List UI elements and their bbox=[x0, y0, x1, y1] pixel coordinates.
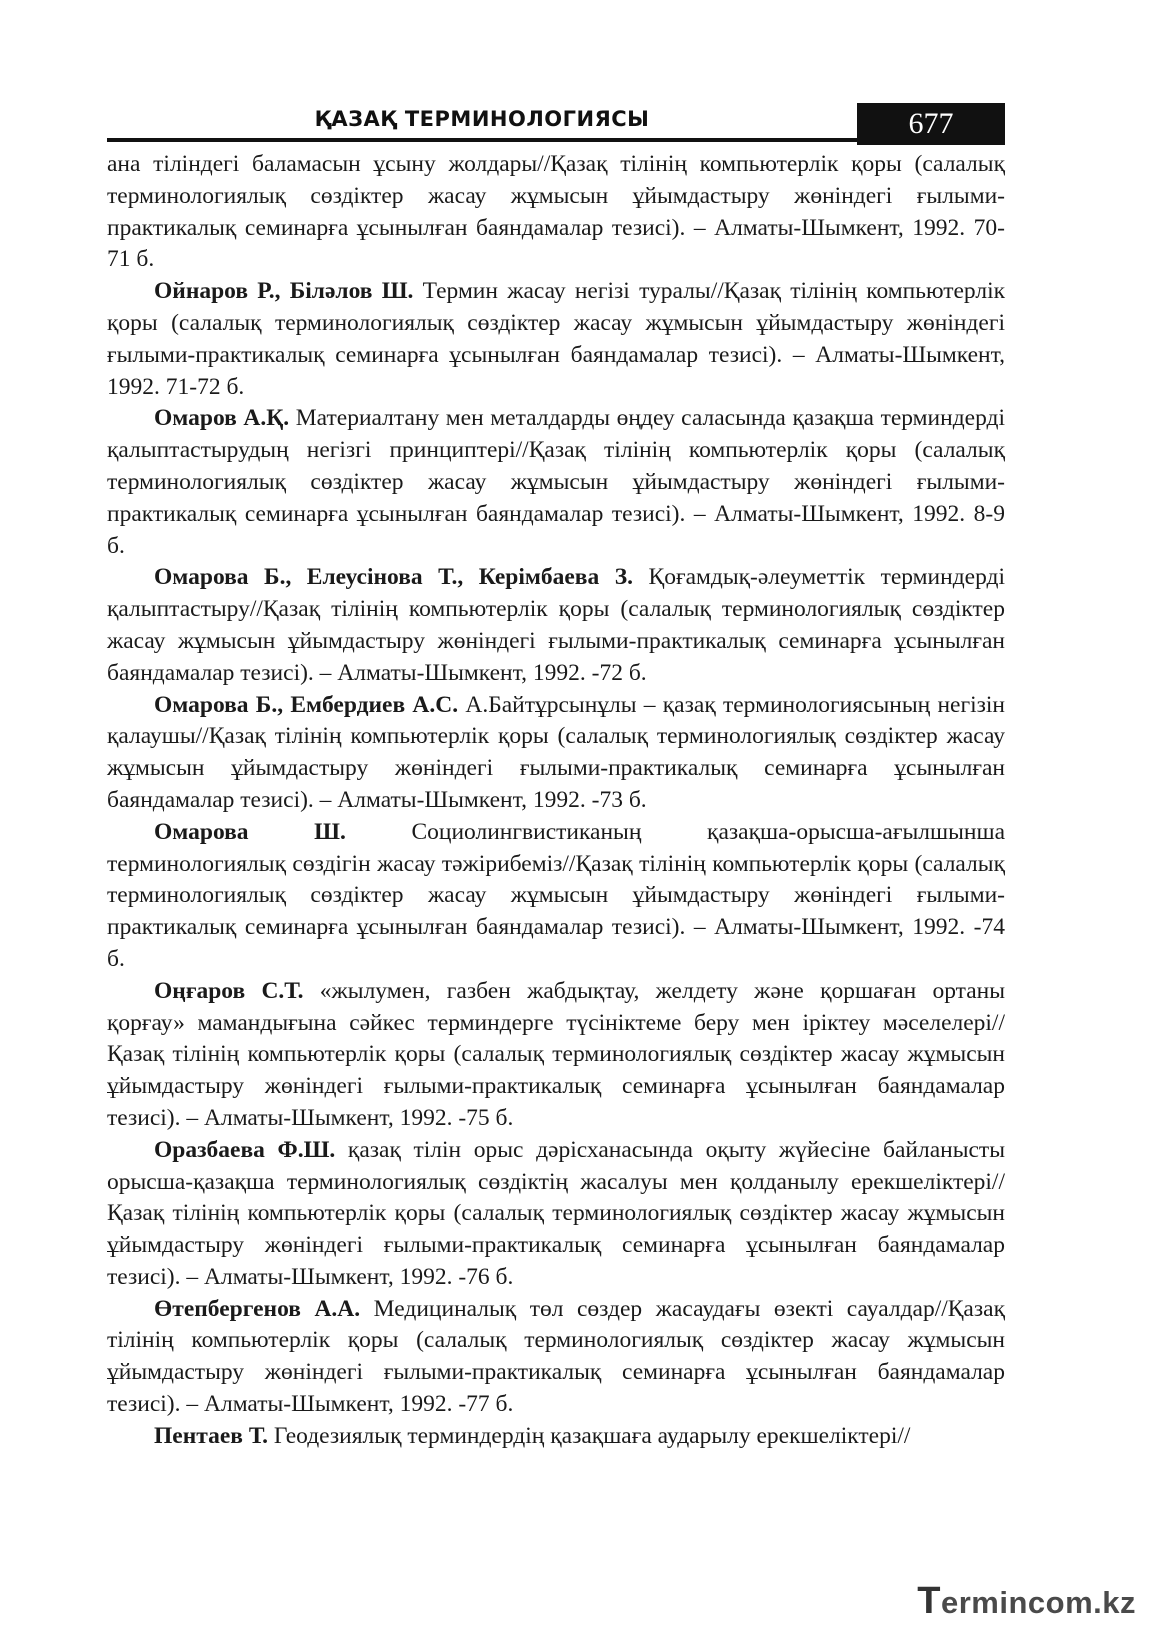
page-number: 677 bbox=[857, 103, 1005, 145]
entry-authors: Омарова Б., Елеусінова Т., Керімбаева З. bbox=[154, 564, 634, 591]
entry-text: Термин жасау негізі туралы//Қазақ тілінің компьютерлік қоры (салалық терминологиялық сөздіктер жасау жұмысын ұйымдастыру жөніндегі ғылыми-практикалық семинарға ұсынылған баяндамалар тезисі). – Алматы-Шымкент, 1992. 71-72 б. bbox=[107, 278, 1006, 400]
bibliography-entry bbox=[107, 817, 1005, 976]
bibliography-entry bbox=[107, 976, 1005, 1135]
entry-authors: Омарова Ш. bbox=[154, 818, 346, 845]
watermark-lead-letter: T bbox=[917, 1580, 941, 1622]
bibliography-entry bbox=[107, 276, 1005, 403]
entry-authors: Өтепбергенов А.А. bbox=[154, 1295, 361, 1322]
bibliography-entry bbox=[107, 562, 1005, 689]
bibliography-entry bbox=[107, 403, 1005, 562]
entry-authors: Оразбаева Ф.Ш. bbox=[154, 1136, 336, 1163]
bibliography-entry bbox=[107, 1421, 1005, 1453]
bibliography-entry bbox=[107, 1294, 1005, 1421]
bibliography-entry bbox=[107, 1135, 1005, 1294]
bibliography-body bbox=[107, 149, 1005, 1453]
entry-text: Геодезиялық терминдердің қазақшаға аударылу ерекшеліктері// bbox=[273, 1422, 911, 1449]
running-header bbox=[107, 103, 1005, 145]
entry-text: Қоғамдық-әлеуметтік терминдерді қалыптастыру//Қазақ тілінің компьютерлік қоры (салалық терминологиялық сөздіктер жасау жұмысын ұйымдастыру жөніндегі ғылыми-практикалық семинарға ұсынылған баяндамалар тезисі). – Алматы-Шымкент, 1992. -72 б. bbox=[107, 564, 1006, 686]
site-watermark bbox=[917, 1580, 1136, 1623]
running-header-title: ҚАЗАҚ ТЕРМИНОЛОГИЯСЫ bbox=[314, 107, 650, 131]
entry-authors: Омаров А.Қ. bbox=[154, 405, 290, 432]
entry-authors: Ойнаров Р., Біләлов Ш. bbox=[154, 278, 414, 305]
entry-text: Материалтану мен металдарды өңдеу саласында қазақша терминдерді қалыптастырудың негізгі принциптері//Қазақ тілінің компьютерлік қоры (салалық терминологиялық сөздіктер жасау жұмысын ұйымдастыру жөніндегі ғылыми-практикалық семинарға ұсынылған баяндамалар тезисі). – Алматы-Шымкент, 1992. 8-9 б. bbox=[107, 405, 1006, 559]
continued-entry-text: ана тіліндегі баламасын ұсыну жолдары//Қазақ тілінің компьютерлік қоры (салалық терминологиялық сөздіктер жасау жұмысын ұйымдастыру жөніндегі ғылыми-практикалық семинарға ұсынылған баяндамалар тезисі). – Алматы-Шымкент, 1992. 70-71 б. bbox=[107, 151, 1005, 273]
watermark-text: ermincom.kz bbox=[940, 1585, 1136, 1620]
entry-text: Медициналық төл сөздер жасаудағы өзекті сауалдар//Қазақ тілінің компьютерлік қоры (салалық терминологиялық сөздіктер жасау жұмысын ұйымдастыру жөніндегі ғылыми-практикалық семинарға ұсынылған баяндамалар тезисі). – Алматы-Шымкент, 1992. -77 б. bbox=[107, 1295, 1005, 1418]
bibliography-entry bbox=[107, 690, 1005, 817]
entry-text: А.Байтұрсынұлы – қазақ терминологиясының негізін қалаушы//Қазақ тілінің компьютерлік қоры (салалық терминологиялық сөздіктер жасау жұмысын ұйымдастыру жөніндегі ғылыми-практикалық семинарға ұсынылған баяндамалар тезисі). – Алматы-Шымкент, 1992. -73 б. bbox=[107, 691, 1006, 813]
entry-authors: Омарова Б., Ембердиев А.С. bbox=[154, 691, 459, 718]
entry-text: қазақ тілін орыс дәрісханасында оқыту жүйесіне байланысты орысша-қазақша терминологиялық сөздіктің жасалуы мен қолданылу ерекшеліктері//Қазақ тілінің компьютерлік қоры (салалық терминологиялық сөздіктер жасау жұмысын ұйымдастыру жөніндегі ғылыми-практикалық семинарға ұсынылған баяндамалар тезисі). – Алматы-Шымкент, 1992. -76 б. bbox=[107, 1136, 1005, 1290]
entry-authors: Оңғаров С.Т. bbox=[154, 977, 304, 1004]
header-rule bbox=[107, 138, 857, 142]
entry-authors: Пентаев Т. bbox=[154, 1422, 269, 1449]
entry-text: Социолингвистиканың қазақша-орысша-ағылшынша терминологиялық сөздігін жасау тәжірибеміз//Қазақ тілінің компьютерлік қоры (салалық терминологиялық сөздіктер жасау жұмысын ұйымдастыру жөніндегі ғылыми-практикалық семинарға ұсынылған баяндамалар тезисі). – Алматы-Шымкент, 1992. -74 б. bbox=[107, 818, 1005, 972]
entry-text: «жылумен, газбен жабдықтау, желдету және қоршаған ортаны қорғау» мамандығына сәйкес терминдерге түсініктеме беру мен іріктеу мәселелері//Қазақ тілінің компьютерлік қоры (салалық терминологиялық сөздіктер жасау жұмысын ұйымдастыру жөніндегі ғылыми-практикалық семинарға ұсынылған баяндамалар тезисі). – Алматы-Шымкент, 1992. -75 б. bbox=[107, 977, 1005, 1131]
